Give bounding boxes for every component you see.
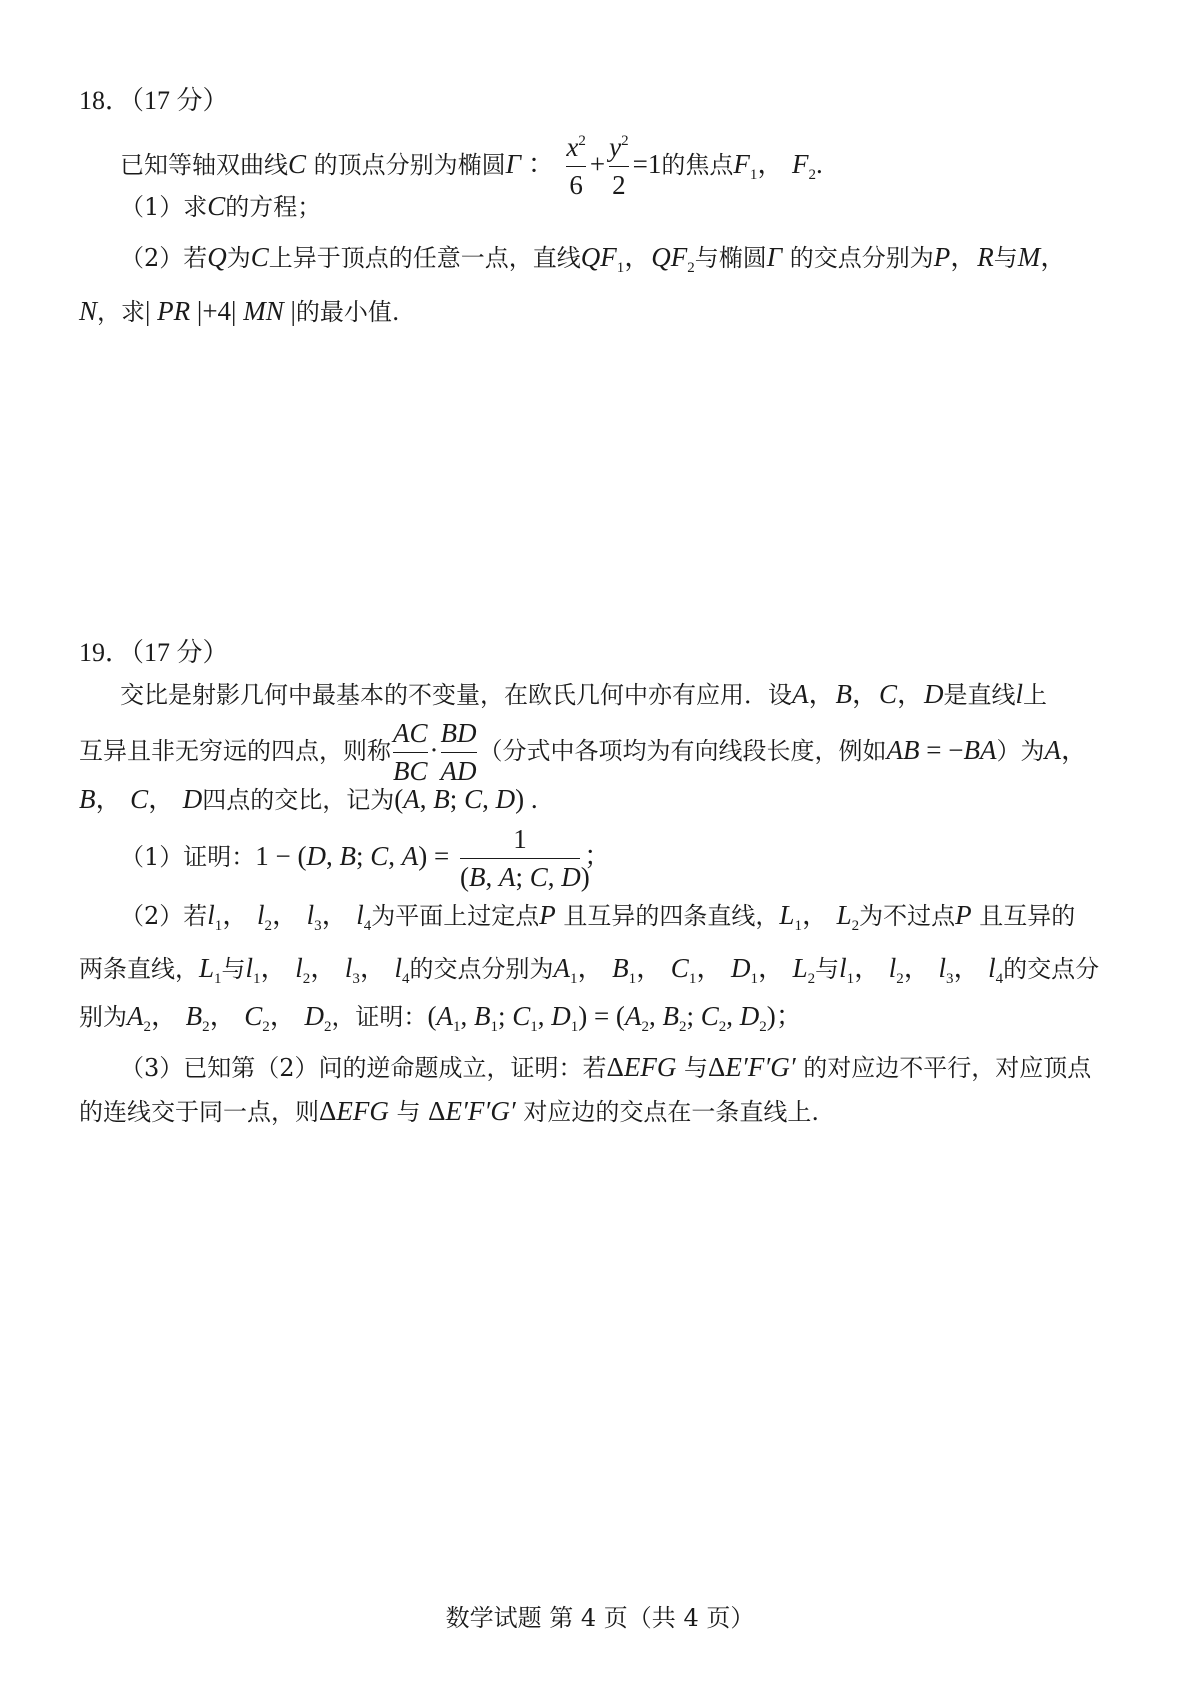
q18-stem: 已知等轴双曲线C 的顶点分别为椭圆Γ ： $\frac{x^2}{6}$ + $\frac{y^2}{2}$ =1的焦点$F_1$， $F_2$.	[120, 132, 823, 201]
page-footer: 数学试题 第 4 页（共 4 页）	[445, 1604, 755, 1632]
q18-part2-line2: N，求| PR |+4| MN |的最小值.	[79, 296, 400, 326]
q19-header: 19．（17 分）	[79, 638, 229, 667]
q19-intro-line3: B， C， D四点的交比，记为(A, B; C, D) .	[79, 784, 538, 814]
q19-part2-line3: 别为$A_2$， $B_2$， $C_2$， $D_2$，证明：($A_1$, $B_1$; $C_1$, $D_1) = (A_2$, $B_2$; $C_2$, $D_2$)；	[79, 1001, 803, 1035]
q19-part1: （1）证明：1 − (D, B; C, A) = $\frac{1}{(B, A; C, D)}$ ；	[120, 824, 611, 893]
q19-part3-line2: 的连线交于同一点，则ΔEFG 与 ΔE′F′G′ 对应边的交点在一条直线上.	[79, 1096, 819, 1126]
q19-intro-line2: 互异且非无穷远的四点，则称 $\frac{AC}{BC}$ · $\frac{BD}{AD}$ （分式中各项均为有向线段长度，例如AB = −BA）为A，	[79, 718, 1088, 787]
q19-part3-line1: （3）已知第（2）问的逆命题成立，证明：若ΔEFG 与ΔE′F′G′ 的对应边不平行，对应顶点	[120, 1052, 1092, 1082]
q19-part2-line1: （2）若$l_1$， $l_2$， $l_3$， $l_4$为平面上过定点P 且互异的四条直线，$L_1$， $L_2$为不过点P 且互异的	[120, 900, 1076, 934]
q18-header: 18．（17 分）	[79, 86, 229, 115]
q18-part1: （1）求C的方程；	[120, 191, 322, 221]
q18-part2-line1: （2）若Q为C上异于顶点的任意一点，直线$QF_1$，$QF_2$与椭圆Γ 的交点分别为P，R与M，	[120, 242, 1068, 276]
q19-intro-line1: 交比是射影几何中最基本的不变量，在欧氏几何中亦有应用．设A，B，C，D是直线l上	[120, 679, 1048, 709]
q19-part2-line2: 两条直线，$L_1$与$l_1$， $l_2$， $l_3$， $l_4$的交点分别为$A_1$， $B_1$， $C_1$， $D_1$， $L_2$与$l_1$， $l_2$， $l_3$， $l_4$的交点分	[79, 953, 1100, 987]
